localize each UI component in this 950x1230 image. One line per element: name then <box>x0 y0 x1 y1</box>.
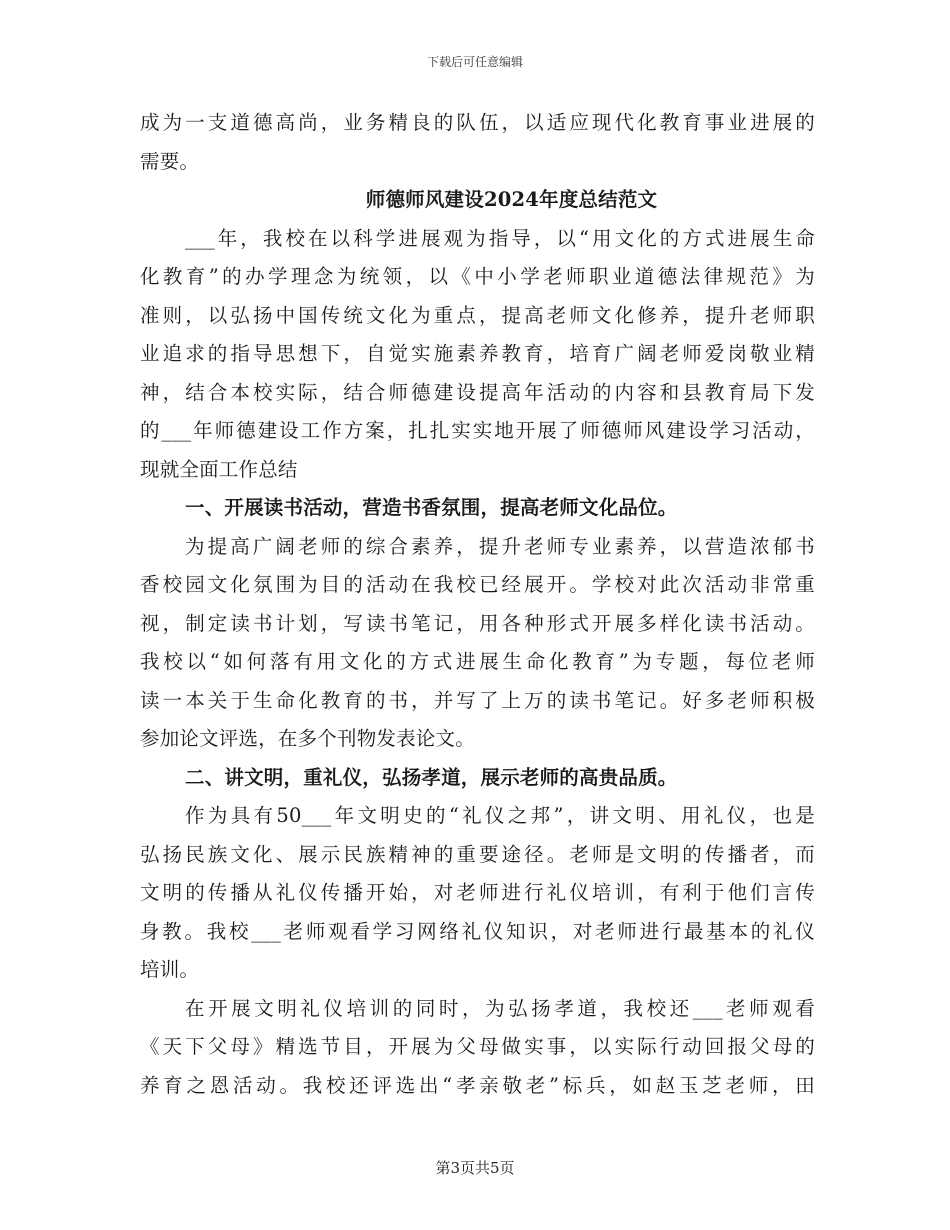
section-heading: 二、讲文明，重礼仪，弘扬孝道，展示老师的高贵品质。 <box>185 765 678 789</box>
text-line: 化教育”的办学理念为统领，以《中小学老师职业道德法律规范》为 <box>140 265 815 288</box>
text-line: 养育之恩活动。我校还评选出“孝亲敬老”标兵，如赵玉芝老师，田 <box>140 1073 815 1097</box>
text-line: 我校以“如何落有用文化的方式进展生命化教育”为专题，每位老师 <box>140 650 815 673</box>
text-line: 参加论文评选，在多个刊物发表论文。 <box>140 727 475 750</box>
page-footer: 第3页共5页 <box>435 1159 515 1177</box>
text-line: 的___年师德建设工作方案，扎扎实实地开展了师德师风建设学习活动， <box>140 419 815 442</box>
text-line: ___年，我校在以科学进展观为指导，以“用文化的方式进展生命 <box>185 226 815 250</box>
text-line: 文明的传播从礼仪传播开始，对老师进行礼仪培训，有利于他们言传 <box>140 881 815 904</box>
text-line: 读一本关于生命化教育的书，并写了上万的读书笔记。好多老师积极 <box>140 688 815 712</box>
text-line: 需要。 <box>140 149 200 173</box>
text-line: 现就全面工作总结 <box>140 457 298 481</box>
page-header: 下载后可任意编辑 <box>426 55 523 69</box>
text-line: 身教。我校___老师观看学习网络礼仪知识，对老师进行最基本的礼仪 <box>140 919 815 943</box>
text-line: 为提高广阔老师的综合素养，提升老师专业素养，以营造浓郁书 <box>185 534 815 558</box>
text-line: 香校园文化氛围为目的活动在我校已经展开。学校对此次活动非常重 <box>140 573 815 596</box>
text-line: 《天下父母》精选节目，开展为父母做实事，以实际行动回报父母的 <box>140 1035 815 1058</box>
text-line: 视，制定读书计划，写读书笔记，用各种形式开展多样化读书活动。 <box>140 611 815 635</box>
text-line: 业追求的指导思想下，自觉实施素养教育，培育广阔老师爱岗敬业精 <box>140 342 815 365</box>
text-line: 培训。 <box>140 958 200 981</box>
section-heading: 一、开展读书活动，营造书香氛围，提高老师文化品位。 <box>185 496 678 519</box>
text-line: 在开展文明礼仪培训的同时，为弘扬孝道，我校还___老师观看 <box>185 996 815 1020</box>
text-line: 准则，以弘扬中国传统文化为重点，提高老师文化修养，提升老师职 <box>140 303 815 327</box>
text-line: 弘扬民族文化、展示民族精神的重要途径。老师是文明的传播者，而 <box>140 842 815 866</box>
document-body <box>140 104 815 1105</box>
text-line: 作为具有50___年文明史的“礼仪之邦”，讲文明、用礼仪，也是 <box>185 804 815 827</box>
text-line: 神，结合本校实际，结合师德建设提高年活动的内容和县教育局下发 <box>140 380 815 404</box>
text-line: 成为一支道德高尚，业务精良的队伍，以适应现代化教育事业进展的 <box>140 111 815 134</box>
document-title: 师德师风建设2024年度总结范文 <box>365 188 658 211</box>
